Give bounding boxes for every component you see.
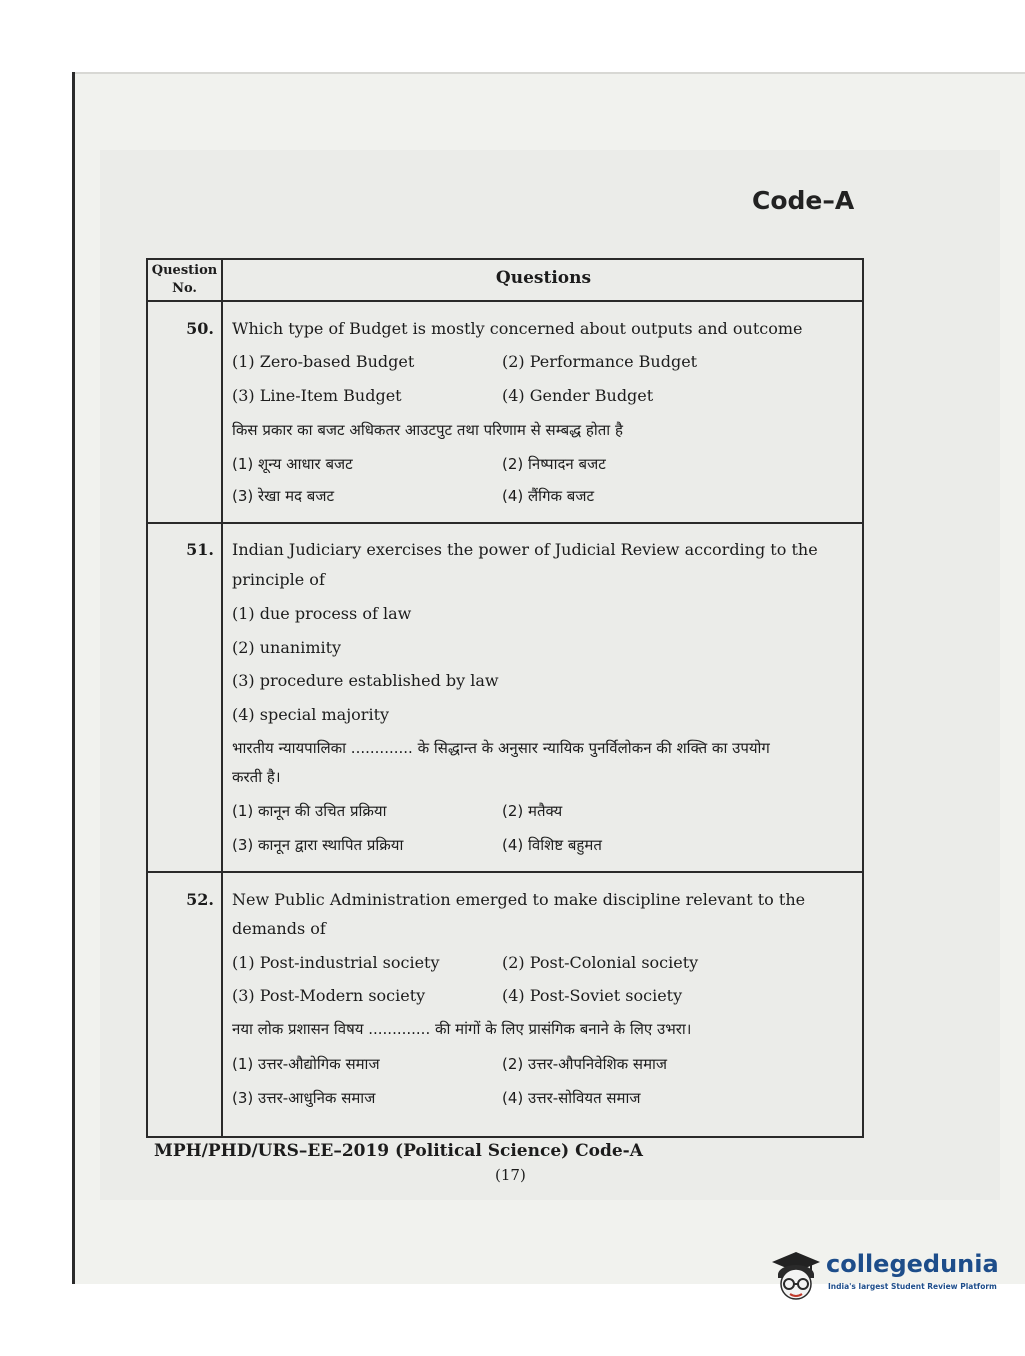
header-question-no-line2: No. [172, 281, 197, 296]
question-text-hindi: नया लोक प्रशासन विषय ............. की मांगों के लिए प्रासंगिक बनाने के लिए उभरा। [232, 1020, 692, 1038]
question-number: 51. [186, 540, 214, 559]
table-header-row [148, 260, 862, 302]
question-text-hindi: करती है। [232, 768, 281, 786]
brand-tagline: India's largest Student Review Platform [828, 1282, 997, 1291]
option: (4) Post-Soviet society [502, 986, 683, 1005]
option-hindi: (1) शून्य आधार बजट [232, 455, 353, 473]
option-hindi: (1) कानून की उचित प्रक्रिया [232, 802, 387, 820]
brand-name: collegedunia [826, 1250, 999, 1278]
option: (2) unanimity [232, 638, 342, 657]
option: (4) Gender Budget [502, 386, 654, 405]
option-hindi: (4) उत्तर-सोवियत समाज [502, 1089, 641, 1107]
question-text: principle of [232, 570, 325, 589]
row-divider [148, 871, 862, 873]
option: (3) Line-Item Budget [232, 386, 402, 405]
option: (2) Performance Budget [502, 352, 698, 371]
header-questions: Questions [495, 268, 592, 288]
question-text: demands of [232, 919, 326, 938]
option-hindi: (4) लैंगिक बजट [502, 487, 595, 505]
column-divider [221, 260, 223, 1136]
page-number: (17) [495, 1166, 526, 1184]
paper-code: Code–A [752, 186, 855, 215]
exam-footer: MPH/PHD/URS–EE–2019 (Political Science) Code-A [154, 1141, 643, 1161]
option-hindi: (4) विशिष्ट बहुमत [502, 836, 602, 854]
scan-left-edge [72, 72, 75, 1284]
question-text: New Public Administration emerged to make discipline relevant to the [232, 890, 806, 909]
option: (2) Post-Colonial society [502, 953, 699, 972]
option-hindi: (3) कानून द्वारा स्थापित प्रक्रिया [232, 836, 404, 854]
option-hindi: (3) रेखा मद बजट [232, 487, 335, 505]
option-hindi: (2) उत्तर-औपनिवेशिक समाज [502, 1055, 668, 1073]
header-question-no [148, 262, 221, 298]
option-hindi: (2) निष्पादन बजट [502, 455, 606, 473]
option-hindi: (3) उत्तर-आधुनिक समाज [232, 1089, 376, 1107]
row-divider [148, 522, 862, 524]
header-question-no-line1: Question [151, 263, 218, 278]
question-number: 50. [186, 319, 214, 338]
scan-top-edge [72, 72, 1025, 74]
option: (4) special majority [232, 705, 390, 724]
question-number: 52. [186, 890, 214, 909]
collegedunia-watermark [768, 1248, 998, 1312]
option: (1) Post-industrial society [232, 953, 440, 972]
question-text-hindi: भारतीय न्यायपालिका ............. के सिद्धान्त के अनुसार न्यायिक पुनर्विलोकन की शक्ति का उपयोग [232, 739, 770, 757]
option: (1) due process of law [232, 604, 412, 623]
student-mascot-icon [768, 1248, 824, 1308]
question-text-hindi: किस प्रकार का बजट अधिकतर आउटपुट तथा परिणाम से सम्बद्ध होता है [232, 421, 623, 439]
option: (3) Post-Modern society [232, 986, 426, 1005]
option-hindi: (2) मतैक्य [502, 802, 563, 820]
option: (3) procedure established by law [232, 671, 499, 690]
option: (1) Zero-based Budget [232, 352, 415, 371]
question-text: Indian Judiciary exercises the power of Judicial Review according to the [232, 540, 818, 559]
questions-table [146, 258, 864, 1138]
option-hindi: (1) उत्तर-औद्योगिक समाज [232, 1055, 380, 1073]
question-text: Which type of Budget is mostly concerned about outputs and outcome [232, 319, 803, 338]
